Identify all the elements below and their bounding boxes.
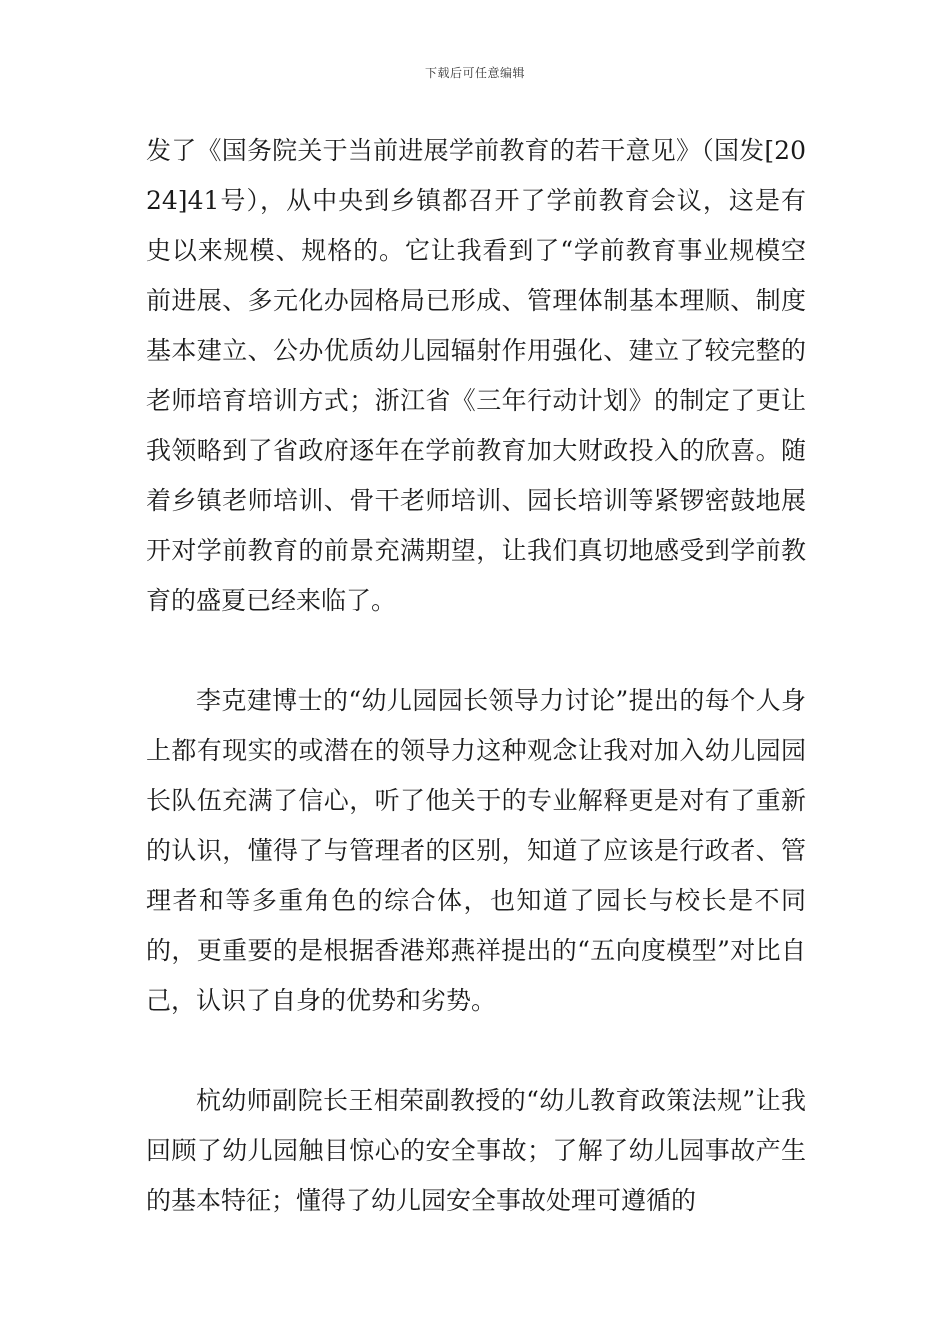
paragraph-gap [146,626,806,676]
paragraph-1: 发了《国务院关于当前进展学前教育的若干意见》（国发[2024]41号），从中央到乡镇都召开了学前教育会议，这是有史以来规模、规格的。它让我看到了“学前教育事业规模空前进展、多元化办园格局已形成、管理体制基本理顺、制度基本建立、公办优质幼儿园辐射作用强化、建立了较完整的老师培育培训方式；浙江省《三年行动计划》的制定了更让我领略到了省政府逐年在学前教育加大财政投入的欣喜。随着乡镇老师培训、骨干老师培训、园长培训等紧锣密鼓地展开对学前教育的前景充满期望，让我们真切地感受到学前教育的盛夏已经来临了。 [146,136,806,615]
paragraph-gap [146,1026,806,1076]
document-body [146,126,806,1226]
paragraph-2: 李克建博士的“幼儿园园长领导力讨论”提出的每个人身上都有现实的或潜在的领导力这种观念让我对加入幼儿园园长队伍充满了信心，听了他关于的专业解释更是对有了重新的认识，懂得了与管理者的区别，知道了应该是行政者、管理者和等多重角色的综合体，也知道了园长与校长是不同的，更重要的是根据香港郑燕祥提出的“五向度模型”对比自己，认识了自身的优势和劣势。 [146,686,806,1015]
page-header: 下载后可任意编辑 [424,66,525,80]
paragraph-3: 杭幼师副院长王相荣副教授的“幼儿教育政策法规”让我回顾了幼儿园触目惊心的安全事故；了解了幼儿园事故产生的基本特征；懂得了幼儿园安全事故处理可遵循的 [146,1086,806,1215]
